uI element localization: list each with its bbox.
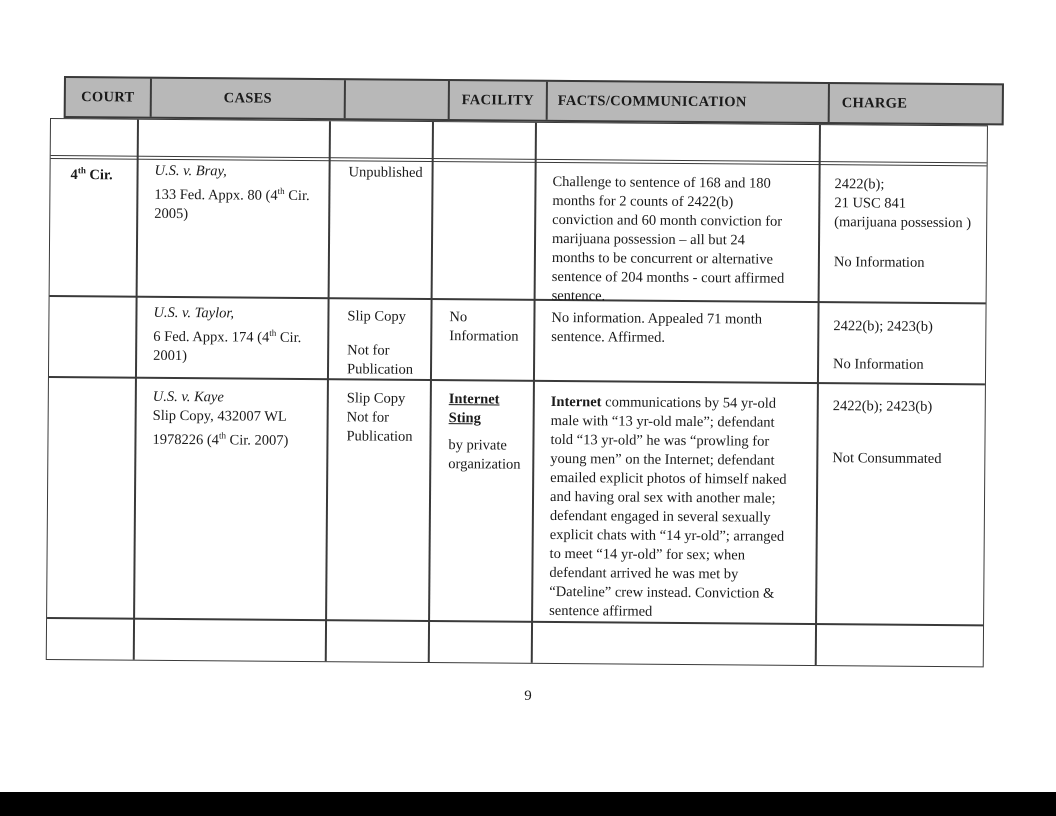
row3-case (152, 388, 288, 451)
row1-case-cite: 133 Fed. Appx. 80 (4th Cir. 2005) (154, 185, 310, 222)
row2-case (153, 304, 301, 367)
row1-court: 4th Cir. (70, 165, 113, 184)
row1-case-name: U.S. v. Bray, (154, 162, 227, 180)
row1-case (154, 162, 310, 225)
scan-border (0, 792, 1056, 816)
header-facts: FACTS/COMMUNICATION (548, 82, 830, 122)
table-header (64, 76, 1004, 125)
row3-facility-bold: Internet Sting (448, 391, 500, 427)
row3-facts (549, 393, 787, 623)
row3-publication: Slip Copy Not for Publication (346, 390, 413, 445)
header-cases: CASES (152, 79, 346, 119)
header-blank (346, 80, 450, 119)
header-court: COURT (66, 78, 152, 117)
row1-publication: Unpublished (348, 164, 423, 181)
row2-charge: 2422(b); 2423(b) (833, 318, 933, 335)
row3-facility: by private organization (448, 437, 521, 473)
row2-charge-note: No Information (833, 356, 924, 373)
row2-case-cite: 6 Fed. Appx. 174 (4th Cir. 2001) (153, 327, 302, 364)
row2-publication: Slip Copy (347, 308, 406, 325)
row1-facts: Challenge to sentence of 168 and 180 months for 2 counts of 2422(b) conviction and 60 month conviction for marijuana possession – all but 24 months to be concurrent or alternative sentence of 204 months - court affirmed sentence. (551, 173, 785, 305)
header-charge: CHARGE (841, 94, 908, 112)
row2-publication-note: Not for Publication (346, 342, 414, 378)
row3-facts-bold: Internet (550, 393, 602, 411)
row2-facts: No information. Appealed 71 month sentence. Affirmed. (551, 309, 763, 346)
row2-case-name: U.S. v. Taylor, (153, 304, 235, 322)
case-table (46, 118, 988, 667)
row1-charge: 2422(b); 21 USC 841 (marijuana possession ) (834, 176, 972, 232)
row3-case-cite: Slip Copy, 432007 WL 1978226 (4th Cir. 2007) (152, 407, 289, 449)
row2-facility: No Information (449, 309, 519, 345)
page-number: 9 (524, 688, 532, 704)
row3-facts-text: communications by 54 yr-old male with “13 yr-old male”; defendant told “13 yr-old” he was “prowling for young men” on the Internet; defendant emailed explicit photos of himself naked and having oral sex with another male; defendant engaged in several sexually explicit chats with “14 yr-old”; arranged to meet “14 yr-old” for sex; when defendant arrived he was met by “Dateline” crew instead. Conviction & sentence affirmed (549, 394, 787, 620)
row3-case-name: U.S. v. Kaye (152, 388, 224, 406)
row1-charge-note: No Information (833, 254, 925, 271)
row3-charge: 2422(b); 2423(b) (832, 398, 933, 415)
row3-charge-note: Not Consummated (832, 450, 942, 468)
header-facility: FACILITY (450, 81, 548, 120)
